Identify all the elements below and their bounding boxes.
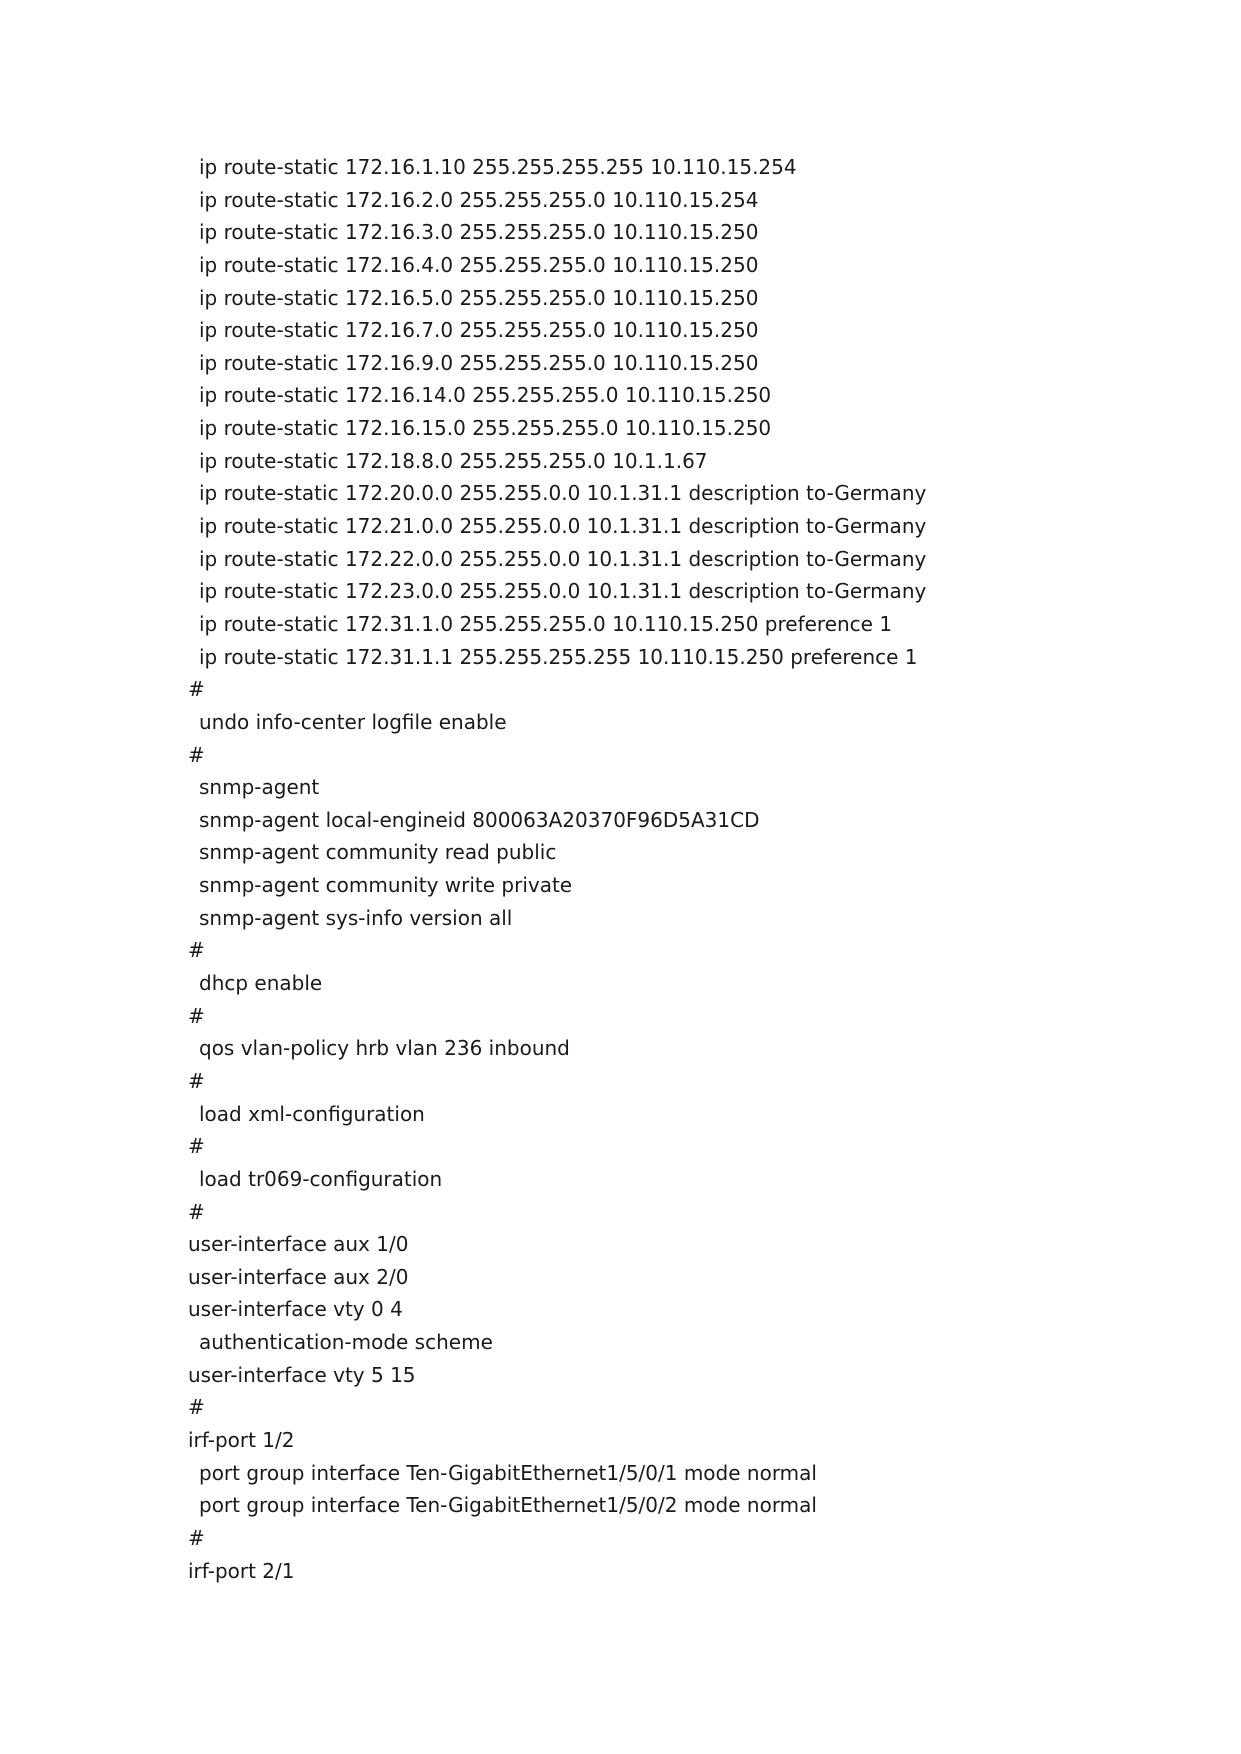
config-line: ip route-static 172.16.15.0 255.255.255.0 10.110.15.250	[199, 416, 772, 441]
config-line: ip route-static 172.18.8.0 255.255.255.0 10.1.1.67	[199, 448, 708, 473]
config-line: user-interface vty 0 4	[188, 1297, 403, 1322]
config-line: ip route-static 172.16.7.0 255.255.255.0 10.110.15.250	[199, 318, 759, 343]
config-line: ip route-static 172.20.0.0 255.255.0.0 10.1.31.1 description to-Germany	[199, 481, 927, 506]
config-line: qos vlan-policy hrb vlan 236 inbound	[199, 1036, 570, 1061]
config-line: ip route-static 172.16.2.0 255.255.255.0 10.110.15.254	[199, 187, 759, 212]
config-line: ip route-static 172.16.3.0 255.255.255.0 10.110.15.250	[199, 220, 759, 245]
config-line: user-interface vty 5 15	[188, 1362, 416, 1387]
config-line: ip route-static 172.16.9.0 255.255.255.0 10.110.15.250	[199, 350, 759, 375]
config-line: dhcp enable	[199, 971, 323, 996]
config-line: snmp-agent local-engineid 800063A20370F96D5A31CD	[199, 807, 760, 832]
config-line: ip route-static 172.16.14.0 255.255.255.0 10.110.15.250	[199, 383, 772, 408]
section-separator: #	[188, 1003, 205, 1028]
config-line: undo info-center logfile enable	[199, 709, 507, 734]
config-line: user-interface aux 1/0	[188, 1232, 409, 1257]
config-line: irf-port 1/2	[188, 1427, 295, 1452]
section-separator: #	[188, 1199, 205, 1224]
config-listing	[188, 151, 926, 1587]
config-line: port group interface Ten-GigabitEthernet1/5/0/2 mode normal	[199, 1493, 817, 1518]
config-line: user-interface aux 2/0	[188, 1264, 409, 1289]
config-line: load xml-configuration	[199, 1101, 425, 1126]
section-separator: #	[188, 677, 205, 702]
config-line: port group interface Ten-GigabitEthernet1/5/0/1 mode normal	[199, 1460, 817, 1485]
config-line: load tr069-configuration	[199, 1166, 443, 1191]
config-line: ip route-static 172.16.4.0 255.255.255.0 10.110.15.250	[199, 252, 759, 277]
section-separator: #	[188, 938, 205, 963]
config-line: snmp-agent community read public	[199, 840, 557, 865]
section-separator: #	[188, 742, 205, 767]
config-line: snmp-agent community write private	[199, 873, 573, 898]
config-line: ip route-static 172.31.1.1 255.255.255.255 10.110.15.250 preference 1	[199, 644, 918, 669]
section-separator: #	[188, 1525, 205, 1550]
config-line: ip route-static 172.23.0.0 255.255.0.0 10.1.31.1 description to-Germany	[199, 579, 927, 604]
section-separator: #	[188, 1395, 205, 1420]
config-line: snmp-agent	[199, 775, 320, 800]
config-line: ip route-static 172.22.0.0 255.255.0.0 10.1.31.1 description to-Germany	[199, 546, 927, 571]
config-line: irf-port 2/1	[188, 1558, 295, 1583]
config-line: ip route-static 172.16.1.10 255.255.255.255 10.110.15.254	[199, 155, 797, 179]
config-line: ip route-static 172.16.5.0 255.255.255.0 10.110.15.250	[199, 285, 759, 310]
section-separator: #	[188, 1134, 205, 1159]
config-line: ip route-static 172.21.0.0 255.255.0.0 10.1.31.1 description to-Germany	[199, 514, 927, 539]
section-separator: #	[188, 1068, 205, 1093]
config-line: authentication-mode scheme	[199, 1330, 493, 1355]
config-line: snmp-agent sys-info version all	[199, 905, 513, 930]
config-line: ip route-static 172.31.1.0 255.255.255.0 10.110.15.250 preference 1	[199, 611, 893, 636]
